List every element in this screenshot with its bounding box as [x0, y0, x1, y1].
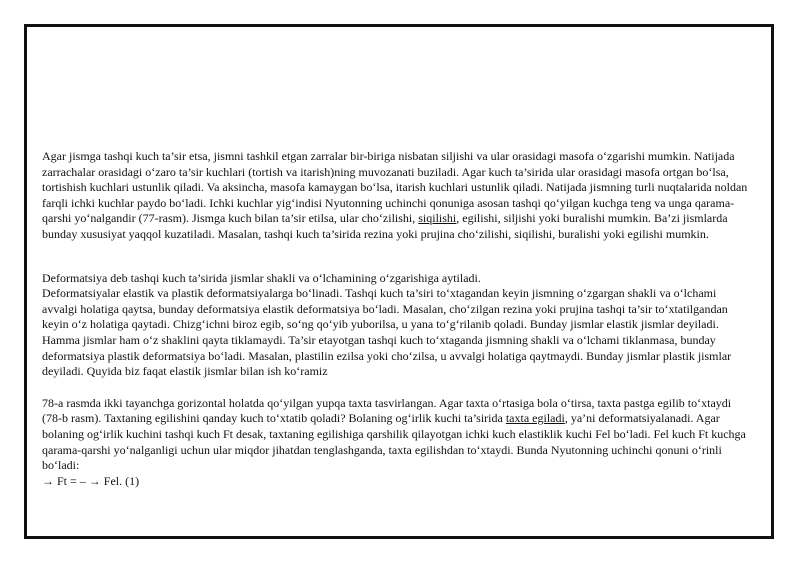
paragraph-deformation-types: Deformatsiyalar elastik va plastik deformatsiyalarga bo‘linadi. Tashqi kuch ta’siri to‘xtagandan keyin jismning o‘zgargan shakli va o‘lchami avvalgi holatiga qaytsa, bunday deformatsiya elastik deformatsiya bo‘ladi. Masalan, cho‘zilgan rezina yoki prujina tashqi ta’sir to‘xtatilgandan keyin o‘z holatiga qaytadi. Chizg‘ichni biroz egib, so‘ng qo‘yib yuborilsa, u yana to‘g‘rilanib qoladi. Bunday jismlar elastik jismlar deyiladi. Hamma jismlar ham o‘z shaklini qayta tiklamaydi. Ta’sir etayotgan tashqi kuch to‘xtaganda jismning shakli va o‘lchami tiklanmasa, bunday deformatsiya plastik deformatsiya bo‘ladi. Masalan, plastilin ezilsa yoki cho‘zilsa, u avvalgi holatiga qaytmaydi. Bunday jismlar plastik jismlar deyiladi. Quyida biz faqat elastik jismlar bilan ish ko‘ramiz: [42, 286, 732, 379]
paragraph-spacer: [42, 243, 754, 271]
formula-line: → Ft = – → Fel. (1): [42, 473, 140, 488]
paragraph-board-example: 78-a rasmda ikki tayanchga gorizontal holatda qo‘yilgan yupqa taxta tasvirlangan. Agar taxta o‘rtasiga bola o‘tirsa, taxta pastga egilib to‘xtaydi (78-b rasm). Taxtaning egilishini qanday kuch to‘xtatib qoladi? Bolaning og‘irlik kuchi ta’sirida taxta egiladi, ya’ni deformatsiyalanadi. Agar bolaning og‘irlik kuchini tashqi kuch Ft desak, taxtaning egilishiga qarshilik qilayotgan ichki kuch elastiklik kuchi Fel bo‘ladi. Fel kuch Ft kuchga qarama-qarshi yo‘nalganligi uchun ular miqdor jihatdan tenglashganda, taxta egilishdan to‘xtaydi. Bunda Nyutonning uchinchi qonuni o‘rinli bo‘ladi:: [42, 395, 746, 473]
paragraph-internal-forces: Agar jismga tashqi kuch ta’sir etsa, jismni tashkil etgan zarralar bir-biriga nisbatan siljishi va ular orasidagi masofa o‘zgarishi mumkin. Natijada zarrachalar orasidagi o‘zaro ta’sir kuchlari (tortish va itarish)ning muvozanati buziladi. Agar kuch ta’sirida ular orasidagi masofa ortgan bo‘lsa, tortishish kuchlari ustunlik qiladi. Va aksincha, masofa kamaygan bo‘lsa, itarish kuchlari ustunlik qiladi. Natijada jismning turli nuqtalarida noldan farqli ichki kuchlar paydo bo‘ladi. Ichki kuchlar yig‘indisi Nyutonning uchinchi qonuniga asosan tashqi qo‘yilgan kuchga teng va unga qarama-qarshi yo‘nalgandir (77-rasm). Jismga kuch bilan ta’sir etilsa, ular cho‘zilishi, siqilishi, egilishi, siljishi yoki buralishi mumkin. Ba’zi jismlarda bunday xususiyat yaqqol kuzatiladi. Masalan, tashqi kuch ta’sirida rezina yoki prujina cho‘zilishi, siqilishi, buralishi yoki egilishi mumkin.: [42, 149, 748, 241]
definition-line: Deformatsiya deb tashqi kuch ta’sirida jismlar shakli va o‘lchamining o‘zgarishiga aytiladi.: [42, 270, 481, 285]
paragraph-spacer: [42, 380, 754, 396]
document-body: [42, 149, 754, 489]
underlined-word: siqilishi: [418, 211, 457, 226]
underlined-phrase: taxta egiladi: [505, 411, 565, 426]
page-frame: [24, 24, 774, 539]
